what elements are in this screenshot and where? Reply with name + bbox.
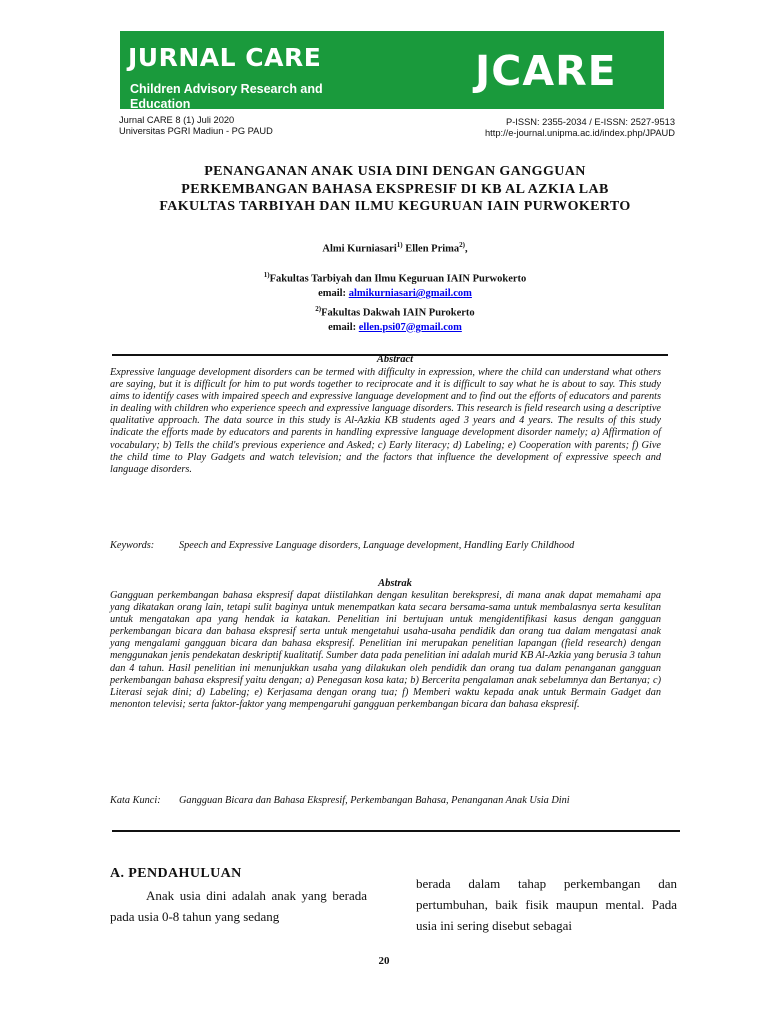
affil-mark: 2) [315,304,322,313]
journal-name: JURNAL CARE [128,43,322,72]
divider-bottom [112,830,680,832]
issue-info: Jurnal CARE 8 (1) Juli 2020 [119,115,235,125]
keywords [110,540,661,552]
journal-abbreviation: JCARE [475,47,617,95]
author-list [110,241,680,255]
author-name: Ellen Prima [402,243,460,255]
abstrak-heading: Abstrak [378,578,412,589]
keywords-value: Speech and Expressive Language disorders, Language development, Handling Early Childhood [179,540,575,551]
title-line: PERKEMBANGAN BAHASA EKSPRESIF DI KB AL AZKIA LAB [181,181,609,197]
journal-url[interactable]: http://e-journal.unipma.ac.id/index.php/JPAUD [484,128,675,138]
journal-meta-right [485,117,675,139]
keywords-label: Keywords: [110,540,155,551]
author-name: Almi Kurniasari [322,243,397,255]
email-1 [110,287,680,302]
abstract-text: Expressive language development disorders can be termed with difficulty in expression, where the child can understand what others are saying, but it is difficult for him to put words together to reciprocate and it is difficult to say what he is about to say. This study aims to identify cases with impaired speech and expressive language development and to find out the efforts of educators and parents in dealing with children who experience speech and expressive language disorders. This research is field research using a descriptive qualitative approach. The data source in this study is Al-Azkia KB students aged 3 years and 4 years. The results of this study indicate the efforts made by educators and parents in handling expressive language development disorder namely; a) Affirmation of vocabulary; b) Tells the child's previous experience and Asked; c) Early literacy; d) Labeling; e) Cooperation with parents; f) Give the child time to Play Gadgets and watch television; and the factors that influence the development of expressive speech and language disorders. [110,367,661,475]
affiliation-1 [110,268,680,287]
section-heading: A. PENDAHULUAN [110,866,242,881]
kata-kunci-label: Kata Kunci: [110,795,161,806]
page-number: 20 [378,955,390,967]
publisher-info: Universitas PGRI Madiun - PG PAUD [119,126,273,136]
affiliations [110,268,680,335]
email-link-2[interactable]: ellen.psi07@gmail.com [358,321,462,333]
author-separator: , [465,243,468,255]
body-column-right: berada dalam tahap perkembangan dan pertumbuhan, baik fisik maupun mental. Pada usia ini sering disebut sebagai [416,876,677,933]
journal-meta-left [119,115,273,137]
issn-info: P-ISSN: 2355-2034 / E-ISSN: 2527-9513 [506,117,675,127]
abstract-heading: Abstract [376,354,414,365]
journal-full-name: Children Advisory Research and Education [130,82,323,111]
title-line: FAKULTAS TARBIYAH DAN ILMU KEGURUAN IAIN PURWOKERTO [159,199,631,214]
affil-text: Fakultas Tarbiyah dan Ilmu Keguruan IAIN Purwokerto [269,273,527,285]
email-label: email: [318,288,349,299]
title-line: PENANGANAN ANAK USIA DINI DENGAN GANGGUAN [204,164,586,179]
email-2 [110,321,680,336]
abstrak-text: Gangguan perkembangan bahasa ekspresif dapat diistilahkan dengan kesulitan berekspresi, di mana anak dapat memahami apa yang dikatakan orang lain, tetapi sulit baginya untuk menempatkan kata secara bersama-sama untuk membalasnya serta kesulitan untuk mengatakan apa yang hendak ia katakan. Penelitian ini bertujuan untuk mengidentifikasi kasus dengan gangguan perkembangan bicara dan bahasa ekspresif serta untuk mengetahui usaha-usaha pendidik dan orang tua dalam mengatasi anak yang mengalami gangguan bicara dan bahasa ekspresif. Penelitian ini merupakan penelitian lapangan (field research) dengan menggunakan jenis pendekatan deskriptif kualitatif. Sumber data pada penelitian ini adalah murid KB Al-Azkia yang berusia 3 tahun dan 4 tahun. Hasil penelitian ini menunjukkan usaha yang dilakukan oleh pendidik dan orang tua dalam penanganan gangguan perkembangan bahasa ekspresif yaitu dengan; a) Penegasan kosa kata; b) Bercerita pengalaman anak sebelumnya dan Bertanya; c) Literasi sejak dini; d) Labeling; e) Kerjasama dengan orang tua; f) Memberi waktu kepada anak untuk Bermain Gadget dan menonton televisi; serta faktor-faktor yang mempengaruhi gangguan perkembangan bicara dan bahasa ekspresif. [110,590,661,710]
email-label: email: [328,321,359,333]
kata-kunci [110,795,661,807]
article-title [110,163,680,216]
kata-kunci-value: Gangguan Bicara dan Bahasa Ekspresif, Perkembangan Bahasa, Penanganan Anak Usia Dini [179,795,570,806]
author-affil-mark: 2) [459,241,466,249]
affil-text: Fakultas Dakwah IAIN Purokerto [321,307,475,318]
body-column-left: Anak usia dini adalah anak yang berada pada usia 0-8 tahun yang sedang [110,888,367,924]
author-affil-mark: 1) [396,241,403,249]
affil-mark: 1) [263,271,270,279]
email-link-1[interactable]: almikurniasari@gmail.com [348,288,472,299]
affiliation-2 [110,302,680,321]
journal-banner [120,31,664,109]
